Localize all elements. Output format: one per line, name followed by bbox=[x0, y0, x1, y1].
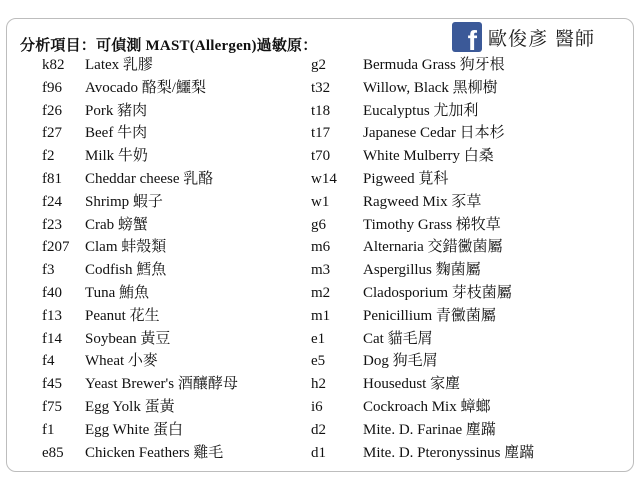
allergen-row bbox=[311, 373, 534, 396]
allergen-name: Alternaria 交錯黴菌屬 bbox=[363, 239, 503, 256]
allergen-row bbox=[311, 350, 534, 373]
allergen-code: f96 bbox=[42, 79, 62, 96]
allergen-name: Penicillium 青黴菌屬 bbox=[363, 307, 496, 324]
allergen-list-right bbox=[311, 54, 534, 464]
allergen-code: e1 bbox=[311, 330, 326, 347]
allergen-code: f27 bbox=[42, 125, 62, 142]
allergen-name: Cockroach Mix 蟑螂 bbox=[363, 398, 491, 415]
allergen-name: Codfish 鱈魚 bbox=[85, 262, 167, 279]
allergen-name: Milk 牛奶 bbox=[85, 148, 148, 165]
allergen-code: f81 bbox=[42, 170, 62, 187]
allergen-row bbox=[42, 145, 238, 168]
allergen-row bbox=[42, 350, 238, 373]
allergen-name: Dog 狗毛屑 bbox=[363, 353, 438, 370]
allergen-row bbox=[311, 145, 534, 168]
allergen-row bbox=[42, 259, 238, 282]
allergen-row bbox=[311, 191, 534, 214]
allergen-name: Mite. D. Pteronyssinus 塵蹣 bbox=[363, 444, 535, 461]
allergen-row bbox=[311, 282, 534, 305]
allergen-row bbox=[42, 77, 238, 100]
allergen-row bbox=[42, 373, 238, 396]
allergen-name: Chicken Feathers 雞毛 bbox=[85, 444, 224, 461]
allergen-name: Japanese Cedar 日本杉 bbox=[363, 125, 505, 142]
allergen-code: f14 bbox=[42, 330, 62, 347]
allergen-name: Pork 豬肉 bbox=[85, 102, 148, 119]
allergen-row bbox=[42, 419, 238, 442]
facebook-glyph: f bbox=[467, 25, 477, 56]
allergen-row bbox=[42, 122, 238, 145]
allergen-row bbox=[42, 54, 238, 77]
allergen-name: Soybean 黃豆 bbox=[85, 330, 171, 347]
allergen-row bbox=[42, 442, 238, 465]
allergen-code: f207 bbox=[42, 239, 70, 256]
allergen-name: White Mulberry 白桑 bbox=[363, 148, 494, 165]
allergen-code: m2 bbox=[311, 284, 331, 301]
allergen-row bbox=[42, 191, 238, 214]
allergen-code: m1 bbox=[311, 307, 331, 324]
allergen-code: t32 bbox=[311, 79, 331, 96]
allergen-name: Cheddar cheese 乳酪 bbox=[85, 170, 214, 187]
allergen-row bbox=[42, 396, 238, 419]
allergen-code: t70 bbox=[311, 148, 331, 165]
allergen-code: g2 bbox=[311, 57, 326, 73]
allergen-name: Shrimp 蝦子 bbox=[85, 193, 163, 210]
author-name: 歐俊彥 醫師 bbox=[488, 27, 596, 50]
allergen-code: f24 bbox=[42, 193, 62, 210]
page-title: 分析項目：可偵測 MAST(Allergen)過敏原： bbox=[20, 38, 318, 54]
allergen-list-left bbox=[42, 54, 238, 464]
allergen-code: t17 bbox=[311, 125, 331, 142]
allergen-code: f4 bbox=[42, 353, 55, 370]
allergen-code: m3 bbox=[311, 262, 331, 279]
allergen-name: Mite. D. Farinae 塵蹣 bbox=[363, 421, 496, 438]
allergen-name: Wheat 小麥 bbox=[85, 353, 158, 370]
allergen-name: Avocado 酪梨/鱷梨 bbox=[85, 79, 206, 96]
allergen-name: Egg Yolk 蛋黃 bbox=[85, 398, 175, 415]
allergen-code: f75 bbox=[42, 398, 62, 415]
allergen-row bbox=[311, 305, 534, 328]
allergen-code: w1 bbox=[311, 193, 330, 210]
allergen-row bbox=[42, 100, 238, 123]
allergen-code: f13 bbox=[42, 307, 62, 324]
allergen-code: i6 bbox=[311, 398, 323, 415]
allergen-row bbox=[311, 54, 534, 77]
allergen-name: Latex 乳膠 bbox=[85, 57, 153, 73]
allergen-row bbox=[311, 236, 534, 259]
allergen-code: f45 bbox=[42, 376, 62, 393]
allergen-code: f3 bbox=[42, 262, 55, 279]
allergen-code: d2 bbox=[311, 421, 326, 438]
allergen-row bbox=[42, 168, 238, 191]
allergen-row bbox=[42, 214, 238, 237]
allergen-name: Crab 螃蟹 bbox=[85, 216, 148, 233]
allergen-name: Bermuda Grass 狗牙根 bbox=[363, 57, 505, 73]
allergen-row bbox=[311, 419, 534, 442]
allergen-code: e5 bbox=[311, 353, 326, 370]
allergen-row bbox=[311, 77, 534, 100]
allergen-code: f2 bbox=[42, 148, 55, 165]
allergen-name: Clam 蚌殼類 bbox=[85, 239, 167, 256]
allergen-name: Eucalyptus 尤加利 bbox=[363, 102, 479, 119]
allergen-code: f40 bbox=[42, 284, 62, 301]
allergen-row bbox=[311, 122, 534, 145]
allergen-name: Timothy Grass 梯牧草 bbox=[363, 216, 501, 233]
allergen-row bbox=[311, 259, 534, 282]
allergen-row bbox=[42, 305, 238, 328]
allergen-row bbox=[311, 328, 534, 351]
allergen-row bbox=[311, 214, 534, 237]
allergen-name: Tuna 鮪魚 bbox=[85, 284, 150, 301]
allergen-name: Yeast Brewer's 酒釀酵母 bbox=[85, 376, 238, 393]
allergen-name: Ragweed Mix 豕草 bbox=[363, 193, 482, 210]
allergen-row bbox=[42, 236, 238, 259]
allergen-name: Pigweed 莧科 bbox=[363, 170, 449, 187]
allergen-row bbox=[42, 282, 238, 305]
allergen-code: k82 bbox=[42, 57, 65, 73]
allergen-row bbox=[311, 442, 534, 465]
allergen-code: d1 bbox=[311, 444, 326, 461]
allergen-name: Cladosporium 芽枝菌屬 bbox=[363, 284, 512, 301]
facebook-icon bbox=[452, 22, 482, 56]
allergen-row bbox=[311, 168, 534, 191]
allergen-code: f26 bbox=[42, 102, 62, 119]
allergen-code: m6 bbox=[311, 239, 331, 256]
allergen-code: f23 bbox=[42, 216, 62, 233]
allergen-code: g6 bbox=[311, 216, 326, 233]
allergen-row bbox=[311, 396, 534, 419]
allergen-code: h2 bbox=[311, 376, 326, 393]
allergen-name: Peanut 花生 bbox=[85, 307, 160, 324]
allergen-name: Aspergillus 麴菌屬 bbox=[363, 262, 481, 279]
allergen-code: f1 bbox=[42, 421, 55, 438]
allergen-code: t18 bbox=[311, 102, 331, 119]
allergen-row bbox=[42, 328, 238, 351]
allergen-code: e85 bbox=[42, 444, 64, 461]
allergen-code: w14 bbox=[311, 170, 337, 187]
allergen-name: Egg White 蛋白 bbox=[85, 421, 184, 438]
allergen-name: Cat 貓毛屑 bbox=[363, 330, 433, 347]
allergen-name: Housedust 家塵 bbox=[363, 376, 461, 393]
author-badge bbox=[452, 20, 595, 54]
allergen-name: Beef 牛肉 bbox=[85, 125, 148, 142]
allergen-row bbox=[311, 100, 534, 123]
allergen-name: Willow, Black 黑柳樹 bbox=[363, 79, 498, 96]
